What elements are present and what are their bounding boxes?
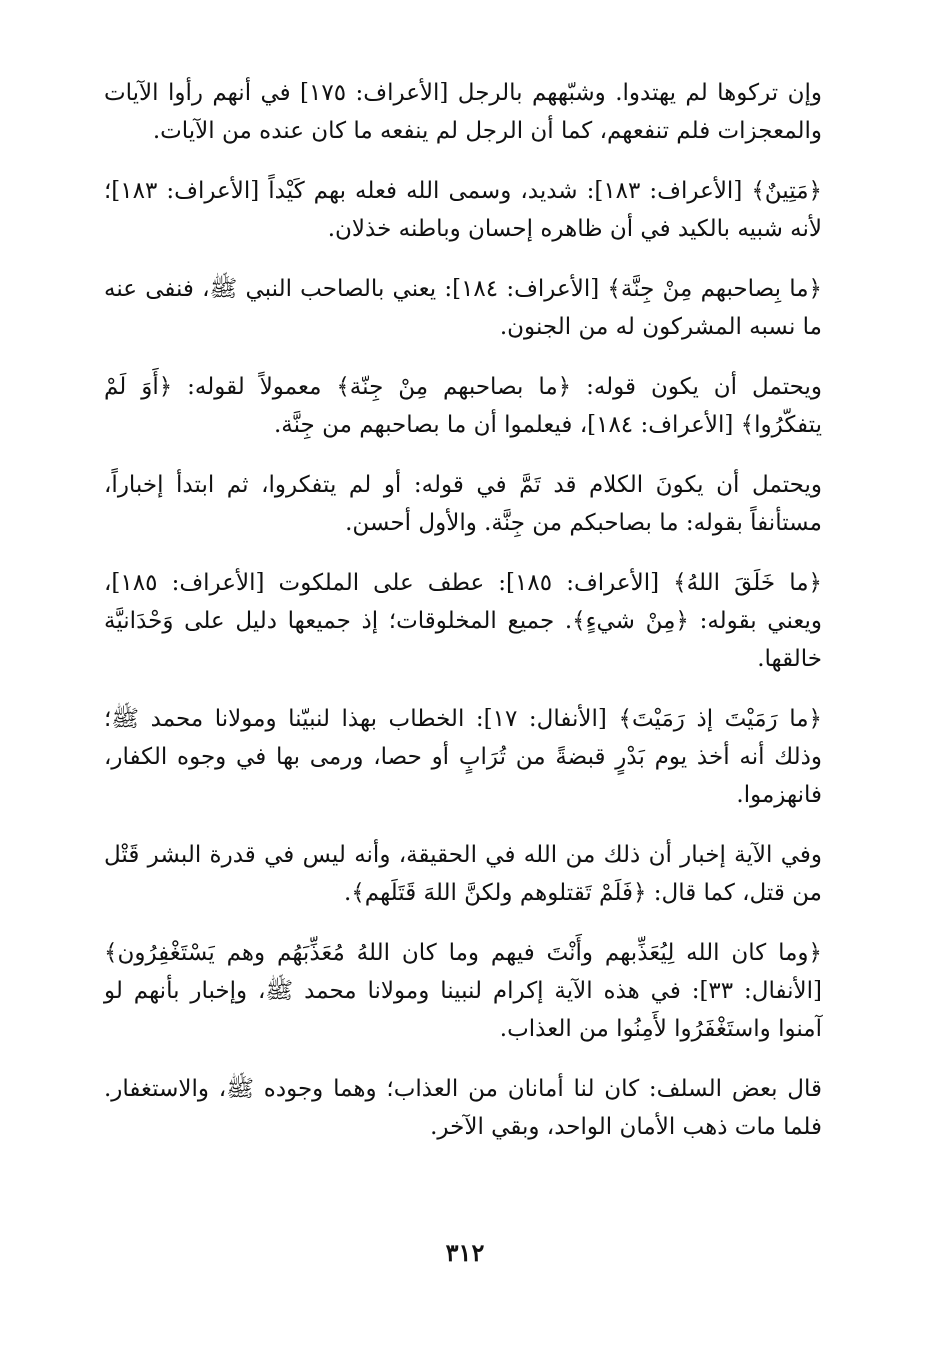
paragraph: وفي الآية إخبار أن ذلك من الله في الحقيقة، وأنه ليس في قدرة البشر قَتْل من قتل، كما قال: ﴿فَلَمْ تَقتلوهم ولكنَّ اللهَ قَتَلَهم﴾. [104,842,822,906]
body-text [104,74,822,1168]
paragraph: ﴿ما بِصاحبهم مِنْ جِنَّة﴾ [الأعراف: ١٨٤]: يعني بالصاحب النبي ﷺ، فنفى عنه ما نسبه المشركون له من الجنون. [104,276,822,340]
paragraph: ﴿وما كان الله لِيُعَذِّبهم وأَنْتَ فيهم وما كان اللهُ مُعَذِّبَهُم وهم يَسْتَغْفِرُون﴾ [الأنفال: ٣٣]: في هذه الآية إكرام لنبينا ومولانا محمد ﷺ، وإخبار بأنهم لو آمنوا واستَغْفَرُوا لأَمِنُوا من العذاب. [104,940,823,1042]
paragraph: قال بعض السلف: كان لنا أمانان من العذاب؛ وهما وجوده ﷺ، والاستغفار. فلما مات ذهب الأمان الواحد، وبقي الآخر. [104,1076,822,1140]
paragraph: ﴿ما خَلَقَ اللهُ﴾ [الأعراف: ١٨٥]: عطف على الملكوت [الأعراف: ١٨٥]، ويعني بقوله: ﴿مِنْ شيءٍ﴾. جميع المخلوقات؛ إذ جميعها دليل على وَحْدَانيَّة خالقها. [104,570,823,672]
paragraph: ﴿مَتِينٌ﴾ [الأعراف: ١٨٣]: شديد، وسمى الله فعله بهم كَيْداً [الأعراف: ١٨٣]؛ لأنه شبيه بالكيد في أن ظاهره إحسان وباطنه خذلان. [104,178,822,242]
paragraph: ﴿ما رَمَيْتَ إذ رَمَيْتَ﴾ [الأنفال: ١٧]: الخطاب بهذا لنبيّنا ومولانا محمد ﷺ؛ وذلك أنه أخذ يوم بَدْرٍ قبضةً من تُرَابٍ أو حصا، ورمى بها في وجوه الكفار، فانهزموا. [104,706,822,808]
paragraph: ويحتمل أن يكونَ الكلام قد تَمَّ في قوله: أو لم يتفكروا، ثم ابتدأ إخباراً، مستأنفاً بقوله: ما بصاحبكم من جِنَّة. والأول أحسن. [104,472,822,536]
page-number: ٣١٢ [445,1238,485,1267]
paragraph: ويحتمل أن يكون قوله: ﴿ما بصاحبهم مِنْ جِنّة﴾ معمولاً لقوله: ﴿أَوَ لَمْ يتفكّرُوا﴾ [الأعراف: ١٨٤]، فيعلموا أن ما بصاحبهم من جِنَّة. [104,374,822,438]
paragraph: وإن تركوها لم يهتدوا. وشبّههم بالرجل [الأعراف: ١٧٥] في أنهم رأوا الآيات والمعجزات فلم تنفعهم، كما أن الرجل لم ينفعه ما كان عنده من الآيات. [104,80,822,144]
